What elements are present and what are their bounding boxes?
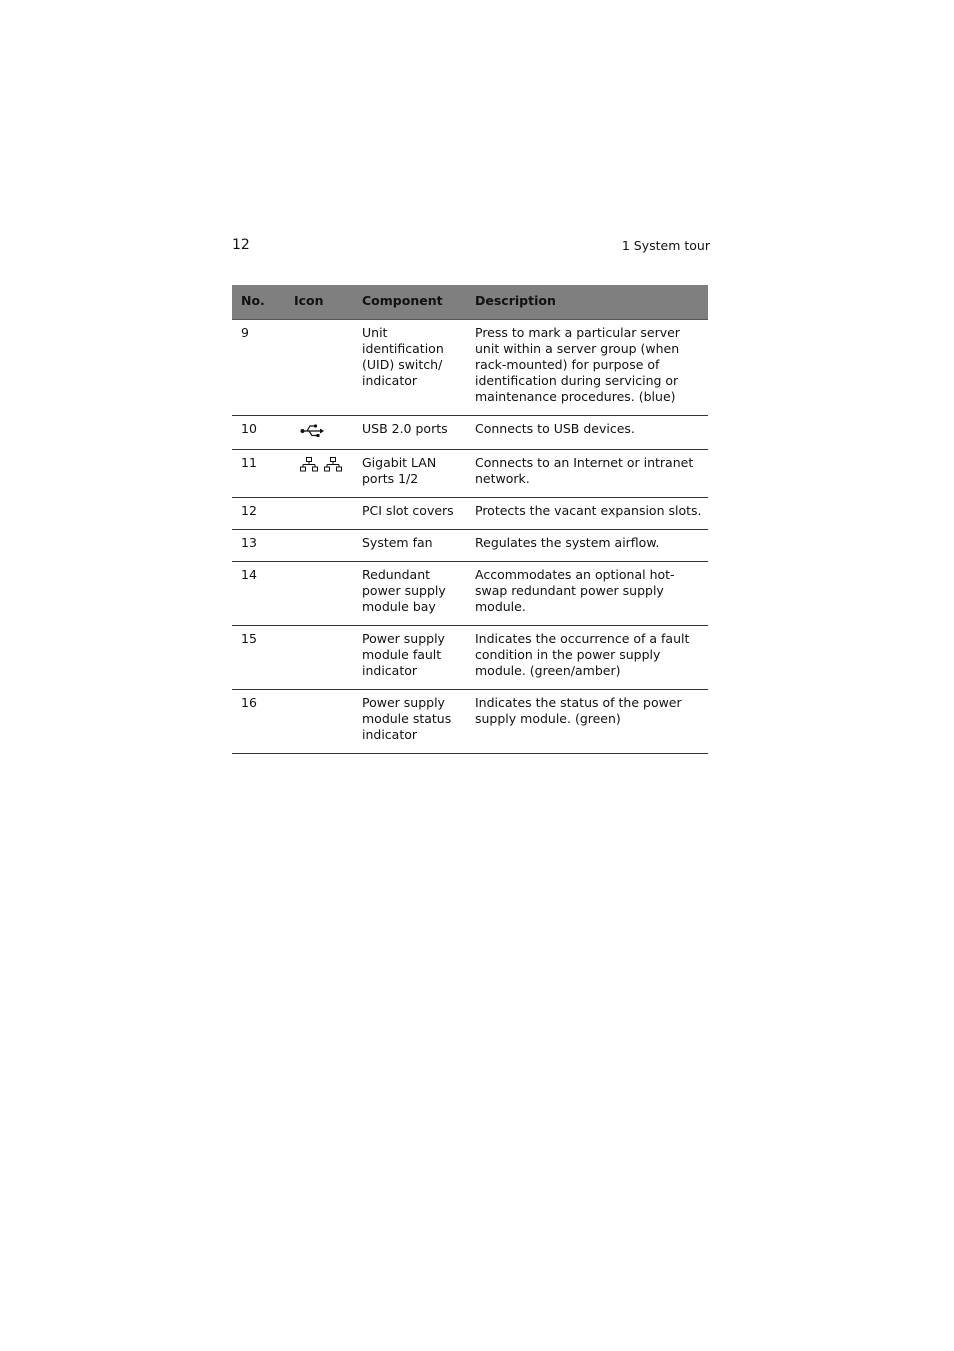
row-icon-cell xyxy=(294,320,362,416)
row-component: Unit identification (UID) switch/ indicator xyxy=(362,320,475,416)
row-number: 12 xyxy=(232,498,294,530)
table-row xyxy=(232,416,708,450)
row-number: 15 xyxy=(232,626,294,690)
row-component: Gigabit LAN ports 1/2 xyxy=(362,450,475,498)
row-icon-cell xyxy=(294,530,362,562)
table-row xyxy=(232,320,708,416)
row-icon-cell xyxy=(294,626,362,690)
row-component: PCI slot covers xyxy=(362,498,475,530)
table-row xyxy=(232,530,708,562)
usb-icon xyxy=(300,423,324,439)
table-row xyxy=(232,562,708,626)
column-header-description: Description xyxy=(475,285,708,320)
row-description: Indicates the occurrence of a fault condition in the power supply module. (green/amber) xyxy=(475,626,708,690)
row-description: Press to mark a particular server unit within a server group (when rack-mounted) for purpose of identification during servicing or maintenance procedures. (blue) xyxy=(475,320,708,416)
row-description: Connects to USB devices. xyxy=(475,416,708,450)
row-icon-cell xyxy=(294,562,362,626)
row-component: System fan xyxy=(362,530,475,562)
table-row xyxy=(232,626,708,690)
row-component: Power supply module fault indicator xyxy=(362,626,475,690)
component-table xyxy=(232,285,708,754)
row-description: Indicates the status of the power supply module. (green) xyxy=(475,690,708,754)
row-number: 11 xyxy=(232,450,294,498)
row-component: USB 2.0 ports xyxy=(362,416,475,450)
page-number: 12 xyxy=(232,237,250,253)
table-row xyxy=(232,690,708,754)
table-row xyxy=(232,450,708,498)
chapter-title: 1 System tour xyxy=(621,238,710,253)
row-description: Protects the vacant expansion slots. xyxy=(475,498,708,530)
row-number: 14 xyxy=(232,562,294,626)
row-component: Redundant power supply module bay xyxy=(362,562,475,626)
row-icon-cell xyxy=(294,450,362,498)
row-component: Power supply module status indicator xyxy=(362,690,475,754)
column-header-icon: Icon xyxy=(294,285,362,320)
column-header-no: No. xyxy=(232,285,294,320)
row-number: 10 xyxy=(232,416,294,450)
row-description: Accommodates an optional hot-swap redundant power supply module. xyxy=(475,562,708,626)
row-description: Connects to an Internet or intranet network. xyxy=(475,450,708,498)
row-number: 13 xyxy=(232,530,294,562)
row-description: Regulates the system airflow. xyxy=(475,530,708,562)
row-icon-cell xyxy=(294,690,362,754)
column-header-component: Component xyxy=(362,285,475,320)
row-number: 9 xyxy=(232,320,294,416)
table-header-row xyxy=(232,285,708,320)
row-icon-cell xyxy=(294,416,362,450)
row-number: 16 xyxy=(232,690,294,754)
lan-icon xyxy=(300,457,342,473)
table-row xyxy=(232,498,708,530)
row-icon-cell xyxy=(294,498,362,530)
